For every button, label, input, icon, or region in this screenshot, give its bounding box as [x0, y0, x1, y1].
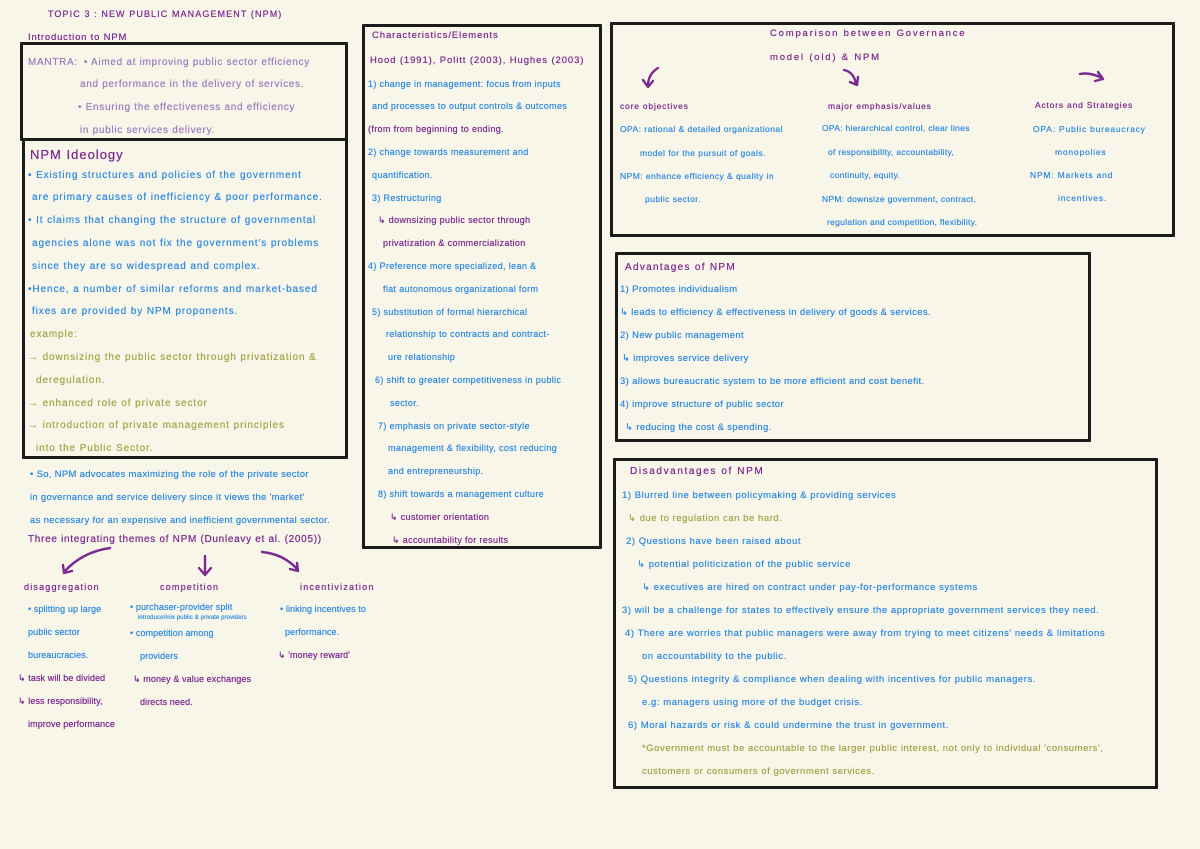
- characteristic-line: relationship to contracts and contract-: [386, 329, 550, 340]
- arrow-icon: [844, 70, 858, 85]
- ideology-line: • Existing structures and policies of the government: [28, 169, 302, 181]
- comparison-column-major-emphasis: [822, 117, 977, 235]
- comparison-line: OPA: Public bureaucracy: [1033, 123, 1146, 134]
- characteristic-line: 1) change in management: focus from inputs: [368, 78, 561, 89]
- characteristic-line: and processes to output controls & outcomes: [372, 101, 568, 112]
- disadvantage-line: customers or consumers of government services.: [642, 765, 875, 777]
- theme-note: ↳ task will be divided: [18, 672, 106, 683]
- comparison-line: NPM: enhance efficiency & quality in: [620, 170, 775, 181]
- disadvantage-line: on accountability to the public.: [642, 650, 787, 662]
- example-line: → enhanced role of private sector: [28, 397, 208, 409]
- characteristic-line: flat autonomous organizational form: [383, 283, 539, 294]
- intro-text: [28, 52, 310, 143]
- comparison-column-title: major emphasis/values: [828, 100, 932, 111]
- ideology-line: agencies alone was not fix the government's problems: [32, 237, 320, 249]
- example-line: deregulation.: [36, 374, 106, 386]
- advantage-line: ↳ improves service delivery: [622, 352, 749, 364]
- intro-line: • Ensuring the effectiveness and efficiency: [78, 102, 296, 114]
- page-title: TOPIC 3 : NEW PUBLIC MANAGEMENT (NPM): [48, 9, 283, 19]
- arrow-icon: [643, 68, 658, 87]
- theme-point: public sector: [28, 626, 80, 637]
- ideology-text: [28, 165, 323, 461]
- characteristics-text: [368, 73, 567, 552]
- example-line: into the Public Sector.: [36, 443, 154, 455]
- characteristic-line: 4) Preference more specialized, lean &: [368, 260, 537, 271]
- disadvantage-line: ↳ potential politicization of the public service: [637, 558, 851, 570]
- comparison-line: public sector.: [645, 194, 701, 205]
- characteristics-heading: Characteristics/Elements: [372, 30, 499, 41]
- disadvantage-line: 5) Questions integrity & compliance when dealing with incentives for public managers.: [628, 673, 1036, 685]
- ideology-heading: NPM Ideology: [30, 147, 124, 162]
- characteristic-line: ↳ accountability for results: [392, 534, 509, 545]
- theme-title-competition: competition: [160, 582, 220, 592]
- theme-point: • linking incentives to: [280, 603, 366, 614]
- characteristic-line: sector.: [390, 397, 419, 408]
- advantage-line: 3) allows bureaucratic system to be more efficient and cost benefit.: [620, 375, 925, 387]
- characteristic-line: quantification.: [372, 169, 433, 180]
- characteristic-line: ↳ downsizing public sector through: [378, 215, 531, 226]
- theme-title-disaggregation: disaggregation: [24, 582, 100, 592]
- theme-point: • purchaser-provider split: [130, 602, 233, 612]
- theme-incentivization-text: [278, 598, 366, 667]
- theme-note: ↳ money & value exchanges: [133, 673, 252, 684]
- disadvantage-line: *Government must be accountable to the larger public interest, not only to individual 'consumers',: [642, 742, 1104, 754]
- disadvantage-line: e.g: managers using more of the budget crisis.: [642, 696, 863, 708]
- disadvantage-line: 1) Blurred line between policymaking & providing services: [622, 489, 897, 501]
- theme-point: providers: [140, 650, 178, 661]
- theme-arrows: [0, 540, 340, 585]
- mantra-label: MANTRA:: [28, 56, 78, 68]
- disadvantage-line: ↳ executives are hired on contract under pay-for-performance systems: [642, 581, 978, 593]
- intro-line: in public services delivery.: [80, 124, 216, 136]
- comparison-column-actors: [1030, 118, 1146, 211]
- comparison-line: NPM: downsize government, contract,: [822, 193, 977, 204]
- theme-point-small: introduce/mix public & private providers: [138, 615, 247, 621]
- arrow-icon: [199, 556, 211, 575]
- theme-point: • competition among: [130, 627, 214, 638]
- characteristic-line: 8) shift towards a management culture: [378, 488, 545, 499]
- theme-title-incentivization: incentivization: [300, 582, 375, 592]
- comparison-line: monopolies: [1055, 146, 1107, 157]
- theme-point: performance.: [285, 626, 340, 637]
- ideology-line: fixes are provided by NPM proponents.: [32, 306, 239, 318]
- intro-line: and performance in the delivery of services.: [80, 79, 305, 91]
- arrow-icon: [1080, 72, 1103, 81]
- ideology-line: since they are so widespread and complex.: [32, 260, 261, 272]
- disadvantage-line: ↳ due to regulation can be hard.: [628, 512, 783, 524]
- comparison-column-title: core objectives: [620, 100, 689, 111]
- characteristic-line: ↳ customer orientation: [390, 511, 490, 522]
- comparison-heading-line: model (old) & NPM: [770, 52, 881, 63]
- ideology-line: are primary causes of inefficiency & poor performance.: [32, 192, 323, 204]
- theme-competition-text: [130, 622, 251, 714]
- characteristics-sources: Hood (1991), Politt (2003), Hughes (2003): [370, 55, 585, 66]
- example-label: example:: [30, 329, 78, 341]
- intro-line-text: • Aimed at improving public sector efficiency: [83, 56, 310, 68]
- advantages-text: [620, 278, 931, 439]
- characteristic-line: and entrepreneurship.: [388, 466, 484, 477]
- arrow-icon: [63, 548, 110, 573]
- themes-heading: Three integrating themes of NPM (Dunleavy et al. (2005)): [28, 534, 322, 545]
- intro-line: [28, 52, 310, 75]
- disadvantage-line: 4) There are worries that public managers were away from trying to meet citizens' needs & limitations: [625, 627, 1106, 639]
- comparison-line: NPM: Markets and: [1030, 170, 1114, 181]
- characteristic-line: (from from beginning to ending.: [368, 124, 504, 135]
- characteristic-line: privatization & commercialization: [383, 238, 526, 249]
- disadvantage-line: 3) will be a challenge for states to effectively ensure the appropriate government services they need.: [622, 604, 1100, 616]
- comparison-line: incentives.: [1058, 193, 1107, 204]
- arrow-icon: [262, 552, 298, 571]
- comparison-column-title: Actors and Strategies: [1035, 99, 1134, 110]
- theme-note: ↳ less responsibility,: [18, 695, 103, 706]
- disadvantages-heading: Disadvantages of NPM: [630, 466, 765, 477]
- disadvantage-line: 2) Questions have been raised about: [626, 535, 802, 547]
- intro-heading: Introduction to NPM: [28, 32, 128, 43]
- comparison-line: regulation and competition, flexibility.: [827, 217, 978, 228]
- comparison-line: of responsibility, accountability,: [828, 146, 955, 157]
- advantage-line: 1) Promotes individualism: [620, 283, 738, 295]
- theme-note: directs need.: [140, 696, 193, 707]
- theme-point: • splitting up large: [28, 603, 102, 614]
- theme-point: bureaucracies.: [28, 649, 89, 660]
- comparison-line: continuity, equity.: [830, 170, 901, 181]
- comparison-heading-line: Comparison between Governance: [770, 28, 967, 39]
- advantage-line: 4) improve structure of public sector: [620, 398, 784, 410]
- ideology-line: •Hence, a number of similar reforms and market-based: [28, 283, 318, 295]
- ideology-line: • It claims that changing the structure of governmental: [28, 215, 317, 227]
- advocacy-text: [30, 463, 330, 532]
- advantage-line: ↳ reducing the cost & spending.: [625, 421, 772, 433]
- disadvantages-text: [622, 484, 1105, 783]
- theme-note: ↳ 'money reward': [278, 649, 351, 660]
- example-line: → downsizing the public sector through privatization &: [28, 351, 317, 363]
- comparison-column-core-objectives: [620, 118, 783, 211]
- characteristic-line: 3) Restructuring: [372, 192, 442, 203]
- example-line: → introduction of private management principles: [28, 420, 285, 432]
- advantage-line: ↳ leads to efficiency & effectiveness in delivery of goods & services.: [620, 306, 931, 318]
- advocacy-line: in governance and service delivery since it views the 'market': [30, 491, 305, 503]
- characteristic-line: 5) substitution of formal hierarchical: [372, 306, 528, 317]
- characteristic-line: ure relationship: [388, 352, 456, 363]
- characteristic-line: management & flexibility, cost reducing: [388, 443, 558, 454]
- theme-note: improve performance: [28, 718, 115, 729]
- comparison-line: OPA: hierarchical control, clear lines: [822, 123, 970, 134]
- characteristic-line: 7) emphasis on private sector-style: [378, 420, 530, 431]
- advocacy-line: • So, NPM advocates maximizing the role of the private sector: [30, 468, 309, 480]
- comparison-line: OPA: rational & detailed organizational: [620, 124, 783, 135]
- comparison-arrows: [610, 60, 1175, 100]
- theme-disaggregation-text: [18, 598, 115, 736]
- advantages-heading: Advantages of NPM: [625, 262, 737, 273]
- characteristic-line: 2) change towards measurement and: [368, 146, 529, 157]
- advocacy-line: as necessary for an expensive and inefficient governmental sector.: [30, 514, 331, 526]
- characteristic-line: 6) shift to greater competitiveness in public: [375, 374, 562, 385]
- comparison-line: model for the pursuit of goals.: [640, 147, 766, 158]
- disadvantage-line: 6) Moral hazards or risk & could undermine the trust in government.: [628, 719, 949, 731]
- advantage-line: 2) New public management: [620, 329, 745, 341]
